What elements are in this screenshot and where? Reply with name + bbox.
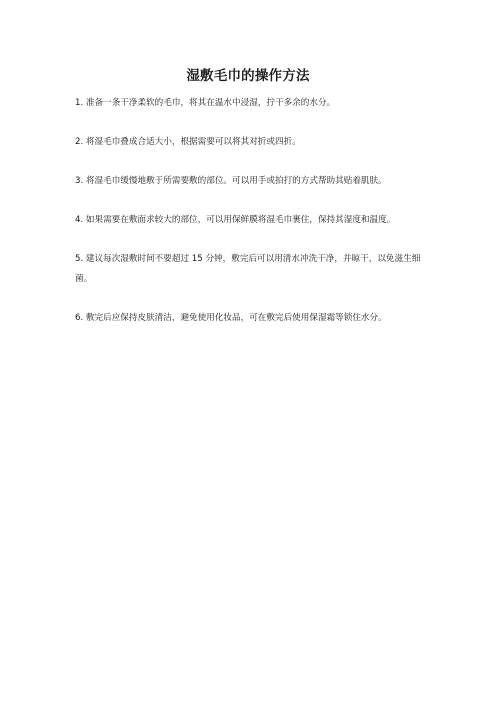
document-title: 湿敷毛巾的操作方法 bbox=[186, 68, 310, 84]
step-3: 3. 将湿毛巾缓慢地敷于所需要敷的部位。可以用手或拍打的方式帮助其贴着肌肤。 bbox=[75, 176, 387, 186]
step-5: 5. 建议每次湿敷时间不要超过 15 分钟，敷完后可以用清水冲洗干净，并晾干，以免滋生细菌。 bbox=[75, 254, 421, 284]
step-1: 1. 准备一条干净柔软的毛巾，将其在温水中浸湿，拧干多余的水分。 bbox=[75, 98, 336, 108]
step-4: 4. 如果需要在敷面求较大的部位，可以用保鲜膜将湿毛巾裹住，保持其湿度和温度。 bbox=[75, 215, 396, 225]
step-2: 2. 将湿毛巾叠成合适大小，根据需要可以将其对折或四折。 bbox=[75, 137, 301, 147]
step-6: 6. 敷完后应保持皮肤清洁，避免使用化妆品，可在敷完后使用保湿霜等锁住水分。 bbox=[75, 313, 387, 323]
steps-list bbox=[75, 93, 435, 348]
